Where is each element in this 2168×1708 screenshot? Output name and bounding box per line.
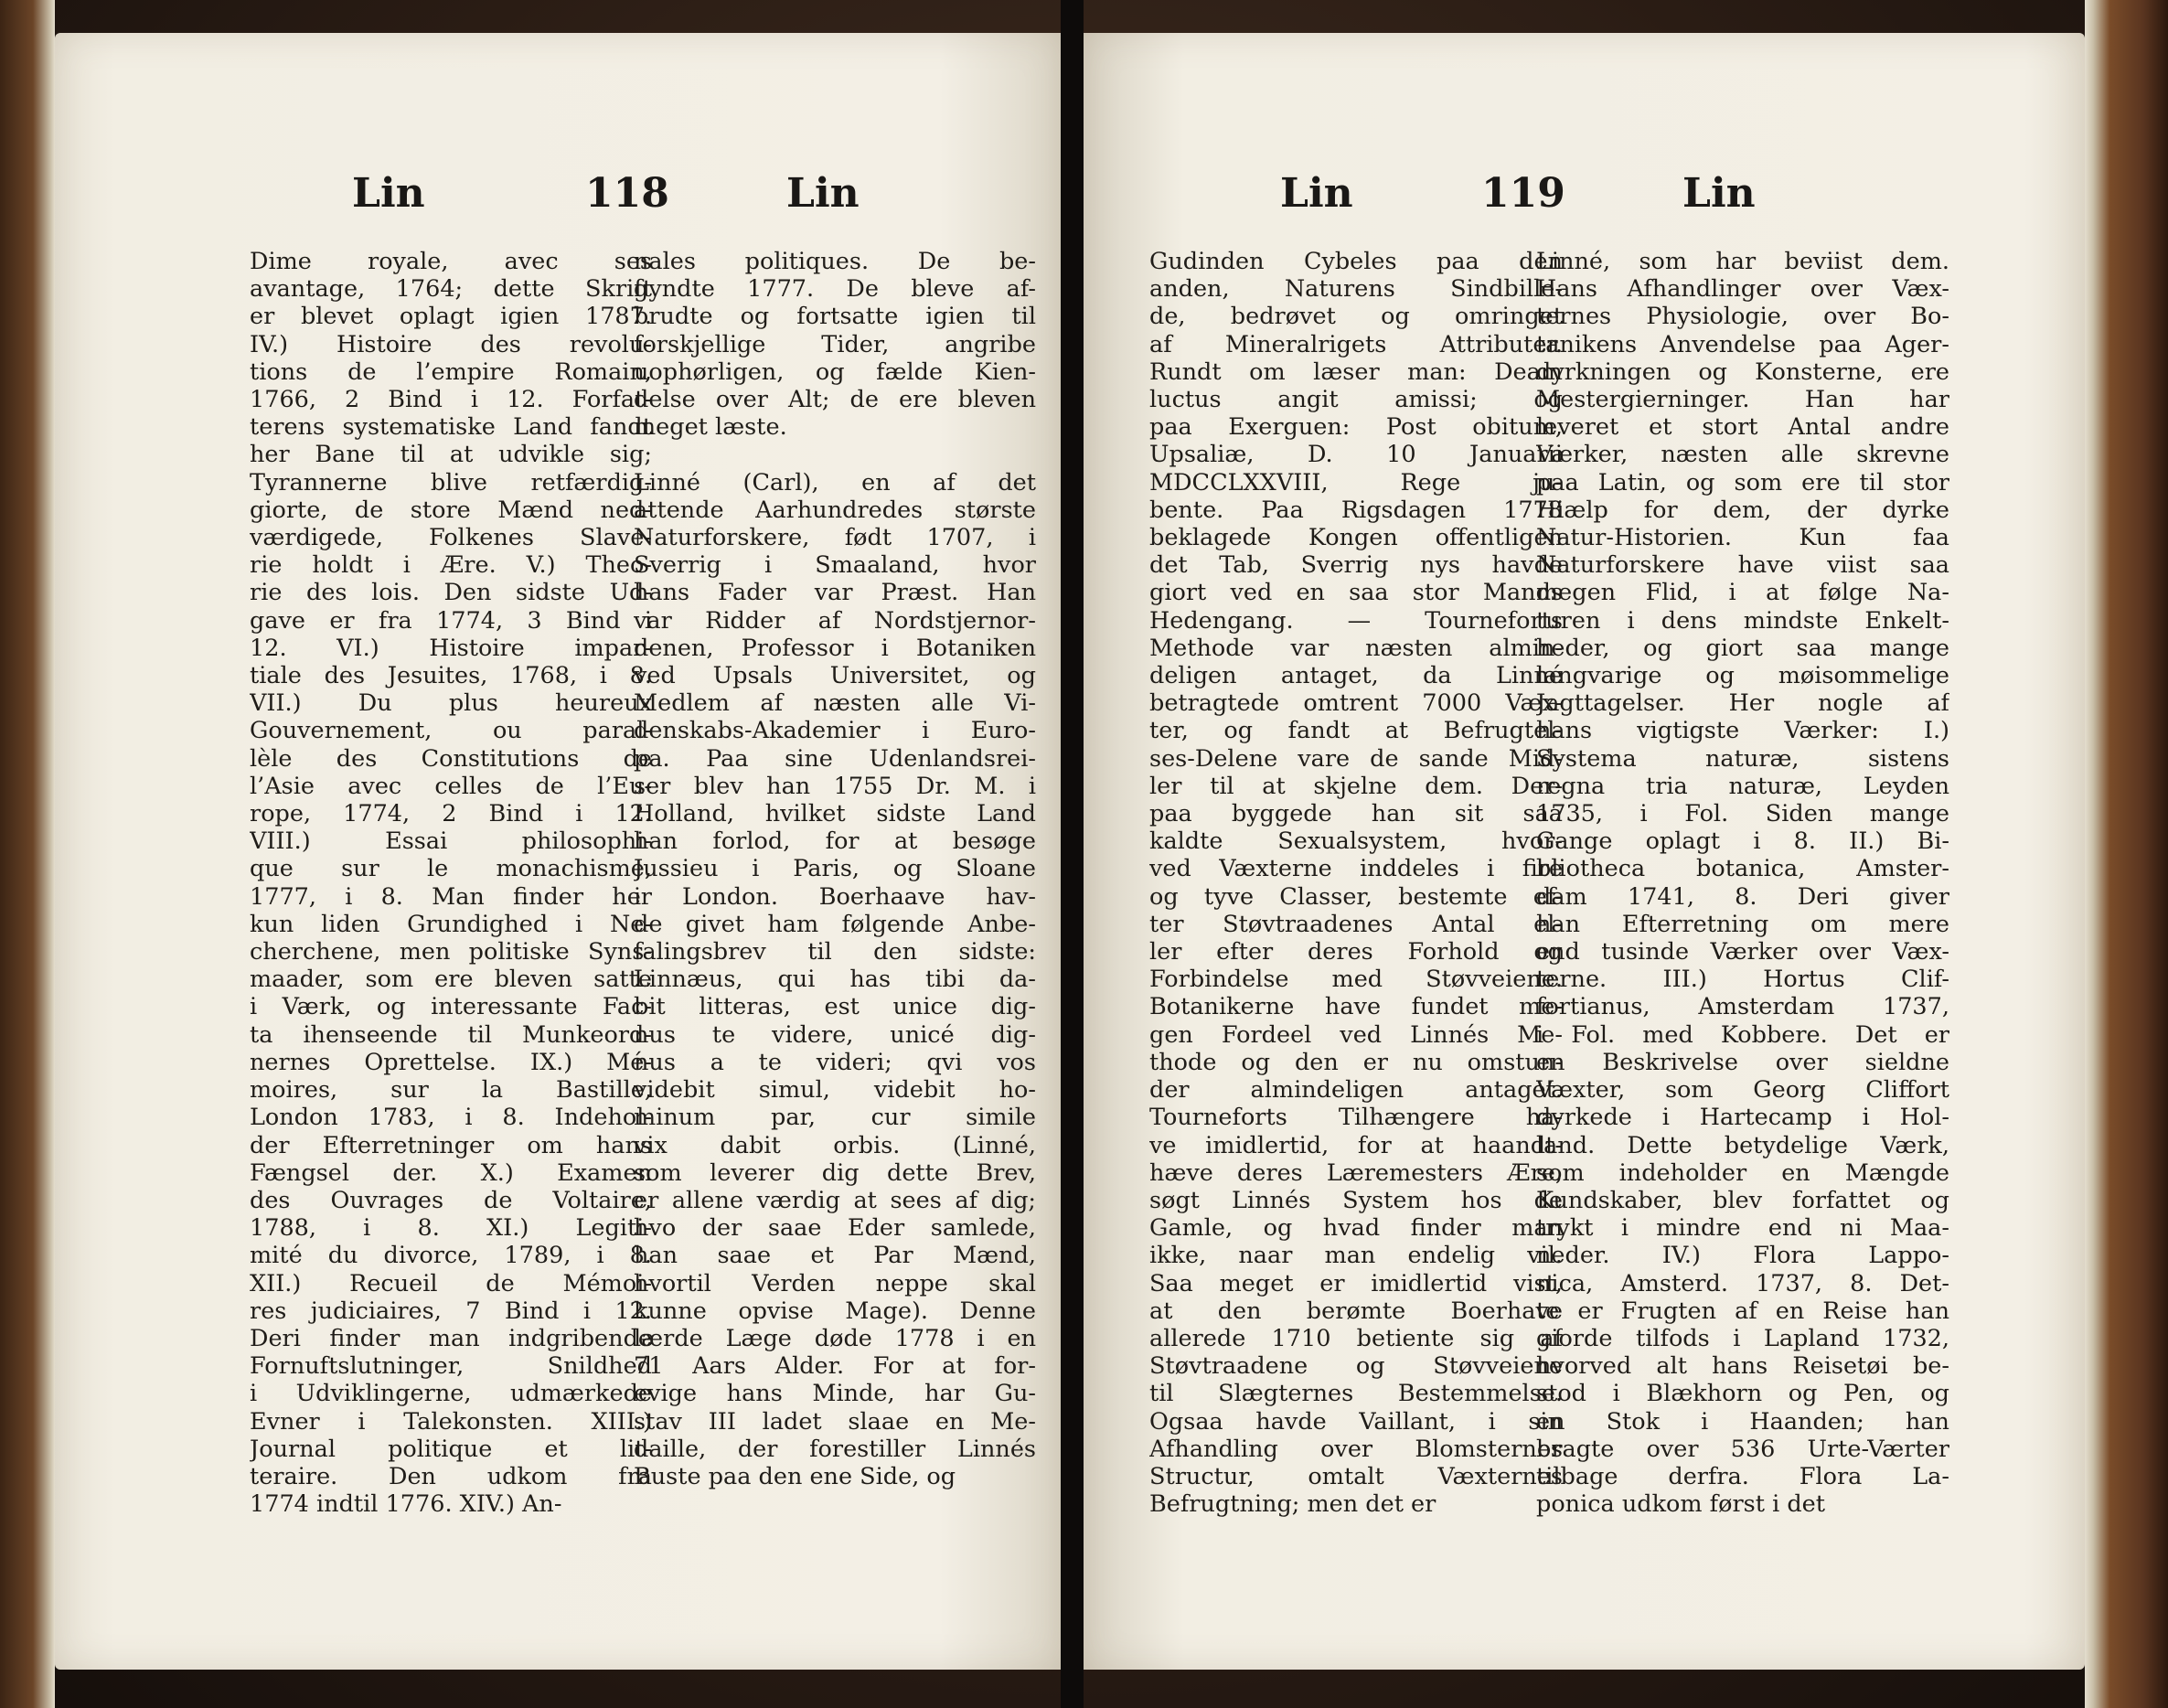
text-line: Linnæus, qui has tibi da- <box>634 966 1036 994</box>
text-line: han saae et Par Mænd, <box>634 1242 1036 1270</box>
text-line: i London. Boerhaave hav- <box>634 882 1036 911</box>
text-line: det Tab, Sverrig nys havde <box>1149 551 1563 580</box>
text-line: ler til at skjelne dem. Der- <box>1149 772 1563 800</box>
text-line: her Bane til at udvikle sig; <box>250 441 652 469</box>
text-line: til Slægternes Bestemmelse. <box>1149 1380 1563 1408</box>
text-line: Holland, hvilket sidste Land <box>634 800 1036 828</box>
text-line: bit litteras, est unice dig- <box>634 993 1036 1021</box>
text-line: vix dabit orbis. (Linné, <box>634 1131 1036 1159</box>
text-line: hans vigtigste Værker: I.) <box>1536 717 1949 745</box>
text-line: tanikens Anvendelse paa Ager- <box>1536 330 1949 358</box>
text-line: Upsaliæ, D. 10 Januarii <box>1149 441 1563 469</box>
text-line: bente. Paa Rigsdagen 1778 <box>1149 496 1563 524</box>
text-line: neder. IV.) Flora Lappo- <box>1536 1242 1949 1270</box>
text-line: Deri finder man indgribende <box>250 1324 652 1352</box>
text-line: dyrkede i Hartecamp i Hol- <box>1536 1104 1949 1132</box>
text-line: 1777, i 8. Man finder her <box>250 882 652 911</box>
text-line: at den berømte Boerhave <box>1149 1297 1563 1325</box>
text-line: VIII.) Essai philosophi- <box>250 827 652 856</box>
text-line: XII.) Recueil de Mémoi- <box>250 1269 652 1297</box>
text-line: dam 1741, 8. Deri giver <box>1536 882 1949 911</box>
text-line: han forlod, for at besøge <box>634 827 1036 856</box>
text-line: bliotheca botanica, Amster- <box>1536 855 1949 883</box>
text-line: Medlem af næsten alle Vi- <box>634 689 1036 718</box>
text-line: dyrkningen og Konsterne, ere <box>1536 358 1949 386</box>
text-line: paa Latin, og som ere til stor <box>1536 468 1949 496</box>
text-line: anden, Naturens Sindbille- <box>1149 275 1563 304</box>
text-line: rie holdt i Ære. V.) Theo- <box>250 551 652 580</box>
text-line: Værker, næsten alle skrevne <box>1536 441 1949 469</box>
left-page-header-right: Lin <box>786 170 860 217</box>
text-line: heder, og giort saa mange <box>1536 634 1949 662</box>
text-line: nus te videre, unicé dig- <box>634 1020 1036 1049</box>
text-line: Botanikerne have fundet me- <box>1149 993 1563 1021</box>
text-line: ser blev han 1755 Dr. M. i <box>634 772 1036 800</box>
text-line: Saa meget er imidlertid vist, <box>1149 1269 1563 1297</box>
text-line: VII.) Du plus heureux <box>250 689 652 718</box>
text-line: i Fol. med Kobbere. Det er <box>1536 1020 1949 1049</box>
text-line: Naturforskere, født 1707, i <box>634 524 1036 552</box>
text-line: delse over Alt; de ere bleven <box>634 386 1036 414</box>
text-line: ter, og fandt at Befrugtel- <box>1149 717 1563 745</box>
right-page-number: 119 <box>1481 170 1565 217</box>
text-line: Evner i Talekonsten. XIII.) <box>250 1407 652 1436</box>
text-line: Afhandling over Blomsternes <box>1149 1435 1563 1463</box>
text-line: avantage, 1764; dette Skrift <box>250 275 652 304</box>
text-line: i Udviklingerne, udmærkede <box>250 1380 652 1408</box>
text-line: Natur-Historien. Kun faa <box>1536 524 1949 552</box>
text-line: paa byggede han sit saa <box>1149 800 1563 828</box>
text-line: teraire. Den udkom fra <box>250 1462 652 1490</box>
text-line: hæve deres Læremesters Ære, <box>1149 1158 1563 1187</box>
right-book-edge <box>2085 0 2168 1708</box>
right-page-column-1 <box>1149 248 1563 1518</box>
text-line: Linné, som har beviist dem. <box>1536 248 1949 275</box>
left-book-edge <box>0 0 55 1708</box>
text-line: langvarige og møisommelige <box>1536 662 1949 690</box>
text-line: regna tria naturæ, Leyden <box>1536 772 1949 800</box>
text-line: attende Aarhundredes største <box>634 496 1036 524</box>
text-line: uophørligen, og fælde Kien- <box>634 358 1036 386</box>
text-line: Væxter, som Georg Cliffort <box>1536 1076 1949 1105</box>
text-line: allerede 1710 betiente sig af <box>1149 1324 1563 1352</box>
text-line: terne. III.) Hortus Clif- <box>1536 966 1949 994</box>
text-line: tiale des Jesuites, 1768, i 8. <box>250 662 652 690</box>
text-line: Hans Afhandlinger over Væx- <box>1536 275 1949 304</box>
text-line: rie des lois. Den sidste Ud- <box>250 579 652 607</box>
text-line: thode og den er nu omstun- <box>1149 1048 1563 1076</box>
text-line: cherchene, men politiske Syns- <box>250 938 652 966</box>
text-line: Kundskaber, blev forfattet og <box>1536 1186 1949 1214</box>
text-line: hvorved alt hans Reisetøi be- <box>1536 1352 1949 1381</box>
text-line: Forbindelse med Støvveiene. <box>1149 966 1563 994</box>
text-line: Structur, omtalt Væxternes <box>1149 1462 1563 1490</box>
text-line: terens systematiske Land fandt <box>250 413 652 442</box>
text-line: ve imidlertid, for at haandt- <box>1149 1131 1563 1159</box>
text-line: Gudinden Cybeles paa den <box>1149 248 1563 275</box>
text-line: gen Fordeel ved Linnés Me- <box>1149 1020 1563 1049</box>
text-line: brudte og fortsatte igien til <box>634 303 1036 331</box>
text-line: ternes Physiologie, over Bo- <box>1536 303 1949 331</box>
right-page-header-left: Lin <box>1280 170 1353 217</box>
text-line: minum par, cur simile <box>634 1104 1036 1132</box>
left-page-column-2 <box>634 248 1036 1490</box>
text-line: deligen antaget, da Linné <box>1149 662 1563 690</box>
text-line: de givet ham følgende Anbe- <box>634 910 1036 938</box>
text-line: fortianus, Amsterdam 1737, <box>1536 993 1949 1021</box>
text-line: megen Flid, i at følge Na- <box>1536 579 1949 607</box>
text-line: ter Støvtraadenes Antal el- <box>1149 910 1563 938</box>
text-line: er allene værdig at sees af dig; <box>634 1186 1036 1214</box>
text-line: des Ouvrages de Voltaire, <box>250 1186 652 1214</box>
text-line: 1788, i 8. XI.) Legiti- <box>250 1214 652 1243</box>
text-line: hans Fader var Præst. Han <box>634 579 1036 607</box>
text-line: Jagttagelser. Her nogle af <box>1536 689 1949 718</box>
text-line: Gouvernement, ou paral- <box>250 717 652 745</box>
text-line: meget læste. <box>634 413 787 442</box>
text-line: ta ihenseende til Munkeord- <box>250 1020 652 1049</box>
text-line: giorde tilfods i Lapland 1732, <box>1536 1324 1949 1352</box>
text-line: Jussieu i Paris, og Sloane <box>634 855 1036 883</box>
text-line: kun liden Grundighed i Ne- <box>250 910 652 938</box>
text-line: Naturforskere have viist saa <box>1536 551 1949 580</box>
text-line: Fornuftslutninger, Snildhed <box>250 1352 652 1381</box>
text-line: Rundt om læser man: Deam <box>1149 358 1563 386</box>
text-line: i Værk, og interessante Fac- <box>250 993 652 1021</box>
text-line: tilbage derfra. Flora La- <box>1536 1462 1949 1490</box>
text-line: nus a te videri; qvi vos <box>634 1048 1036 1076</box>
text-line: som leverer dig dette Brev, <box>634 1158 1036 1187</box>
text-line: lærde Læge døde 1778 i en <box>634 1324 1036 1352</box>
text-line: ved Upsals Universitet, og <box>634 662 1036 690</box>
text-line: søgt Linnés System hos de <box>1149 1186 1563 1214</box>
text-line: Fængsel der. X.) Examen <box>250 1158 652 1187</box>
text-line: IV.) Histoire des revolu- <box>250 330 652 358</box>
text-line: que sur le monachisme, <box>250 855 652 883</box>
text-line: evige hans Minde, har Gu- <box>634 1380 1036 1408</box>
text-line: de, bedrøvet og omringet <box>1149 303 1563 331</box>
text-line: Sverrig i Smaaland, hvor <box>634 551 1036 580</box>
text-line: ses-Delene vare de sande Mid- <box>1149 744 1563 773</box>
text-line: Methode var næsten almin- <box>1149 634 1563 662</box>
text-line: 1774 indtil 1776. XIV.) An- <box>250 1490 562 1519</box>
text-line: Linné (Carl), en af det <box>634 468 1036 496</box>
text-line: Mestergierninger. Han har <box>1536 386 1949 414</box>
text-line: Systema naturæ, sistens <box>1536 744 1949 773</box>
text-line: som indeholder en Mængde <box>1536 1158 1949 1187</box>
text-line: han Efterretning om mere <box>1536 910 1949 938</box>
text-line: af Mineralrigets Attributer. <box>1149 330 1563 358</box>
text-line: l’Asie avec celles de l’Eu- <box>250 772 652 800</box>
left-page-column-1 <box>250 248 652 1518</box>
text-line: land. Dette betydelige Værk, <box>1536 1131 1949 1159</box>
text-line: der almindeligen antaget. <box>1149 1076 1563 1105</box>
text-line: luctus angit amissi; og <box>1149 386 1563 414</box>
text-line: nernes Oprettelse. IX.) Mé- <box>250 1048 652 1076</box>
text-line: turen i dens mindste Enkelt- <box>1536 606 1949 635</box>
text-line: en Beskrivelse over sieldne <box>1536 1048 1949 1076</box>
text-line: betragtede omtrent 7000 Væx- <box>1149 689 1563 718</box>
text-line: London 1783, i 8. Indehol- <box>250 1104 652 1132</box>
text-line: Befrugtning; men det er <box>1149 1490 1436 1519</box>
text-line: gave er fra 1774, 3 Bind i <box>250 606 652 635</box>
text-line: rope, 1774, 2 Bind i 12. <box>250 800 652 828</box>
left-page-header-left: Lin <box>352 170 425 217</box>
text-line: 71 Aars Alder. For at for- <box>634 1352 1036 1381</box>
text-line: 1766, 2 Bind i 12. Forfat- <box>250 386 652 414</box>
text-line: er blevet oplagt igien 1787. <box>250 303 652 331</box>
text-line: MDCCLXXVIII, Rege ju- <box>1149 468 1563 496</box>
text-line: forskjellige Tider, angribe <box>634 330 1036 358</box>
text-line: kaldte Sexualsystem, hvor- <box>1149 827 1563 856</box>
text-line: bragte over 536 Urte-Værter <box>1536 1435 1949 1463</box>
right-page <box>1084 33 2085 1670</box>
text-line: nales politiques. De be- <box>634 248 1036 275</box>
text-line: en Stok i Haanden; han <box>1536 1407 1949 1436</box>
text-line: Buste paa den ene Side, og <box>634 1462 956 1490</box>
text-line: Tyrannerne blive retfærdig- <box>250 468 652 496</box>
text-line: Journal politique et lit- <box>250 1435 652 1463</box>
text-line: falingsbrev til den sidste: <box>634 938 1036 966</box>
text-line: og tyve Classer, bestemte ef- <box>1149 882 1563 911</box>
text-line: Hedengang. — Tourneforts <box>1149 606 1563 635</box>
text-line: giorte, de store Mænd ned- <box>250 496 652 524</box>
text-line: hvortil Verden neppe skal <box>634 1269 1036 1297</box>
text-line: te er Frugten af en Reise han <box>1536 1297 1949 1325</box>
text-line: nica, Amsterd. 1737, 8. Det- <box>1536 1269 1949 1297</box>
text-line: pa. Paa sine Udenlandsrei- <box>634 744 1036 773</box>
text-line: værdigede, Folkenes Slave- <box>250 524 652 552</box>
text-line: lèle des Constitutions de <box>250 744 652 773</box>
text-line: tions de l’empire Romain, <box>250 358 652 386</box>
text-line: Dime royale, avec ses <box>250 248 652 275</box>
text-line: ikke, naar man endelig vil. <box>1149 1242 1563 1270</box>
text-line: leveret et stort Antal andre <box>1536 413 1949 442</box>
text-line: stod i Blækhorn og Pen, og <box>1536 1380 1949 1408</box>
text-line: moires, sur la Bastille, <box>250 1076 652 1105</box>
text-line: mité du divorce, 1789, i 8. <box>250 1242 652 1270</box>
text-line: ponica udkom først i det <box>1536 1490 1826 1519</box>
text-line: 1735, i Fol. Siden mange <box>1536 800 1949 828</box>
text-line: Ogsaa havde Vaillant, i sin <box>1149 1407 1563 1436</box>
text-line: ved Væxterne inddeles i fire <box>1149 855 1563 883</box>
text-line: res judiciaires, 7 Bind i 12. <box>250 1297 652 1325</box>
text-line: ler efter deres Forhold og <box>1149 938 1563 966</box>
text-line: Tourneforts Tilhængere ha- <box>1149 1104 1563 1132</box>
left-page-number: 118 <box>585 170 669 217</box>
text-line: gyndte 1777. De bleve af- <box>634 275 1036 304</box>
text-line: hvo der saae Eder samlede, <box>634 1214 1036 1243</box>
text-line: daille, der forestiller Linnés <box>634 1435 1036 1463</box>
right-page-header-right: Lin <box>1682 170 1756 217</box>
book-gutter <box>1061 0 1084 1708</box>
text-line: end tusinde Værker over Væx- <box>1536 938 1949 966</box>
text-line: videbit simul, videbit ho- <box>634 1076 1036 1105</box>
text-line: paa Exerguen: Post obitum, <box>1149 413 1563 442</box>
text-line: trykt i mindre end ni Maa- <box>1536 1214 1949 1243</box>
text-line: Gamle, og hvad finder man <box>1149 1214 1563 1243</box>
text-line: Hiælp for dem, der dyrke <box>1536 496 1949 524</box>
text-line: Støvtraadene og Støvveiene <box>1149 1352 1563 1381</box>
text-line: 12. VI.) Histoire impar- <box>250 634 652 662</box>
text-line: beklagede Kongen offentligen <box>1149 524 1563 552</box>
text-line: var Ridder af Nordstjernor- <box>634 606 1036 635</box>
text-line: maader, som ere bleven satte <box>250 966 652 994</box>
text-line: Gange oplagt i 8. II.) Bi- <box>1536 827 1949 856</box>
left-page <box>55 33 1061 1670</box>
right-page-column-2 <box>1536 248 1949 1518</box>
text-line: denen, Professor i Botaniken <box>634 634 1036 662</box>
text-line: kunne opvise Mage). Denne <box>634 1297 1036 1325</box>
text-line: stav III ladet slaae en Me- <box>634 1407 1036 1436</box>
text-line: giort ved en saa stor Mands <box>1149 579 1563 607</box>
text-line: denskabs-Akademier i Euro- <box>634 717 1036 745</box>
text-line: der Efterretninger om hans <box>250 1131 652 1159</box>
text-line <box>634 441 1036 468</box>
